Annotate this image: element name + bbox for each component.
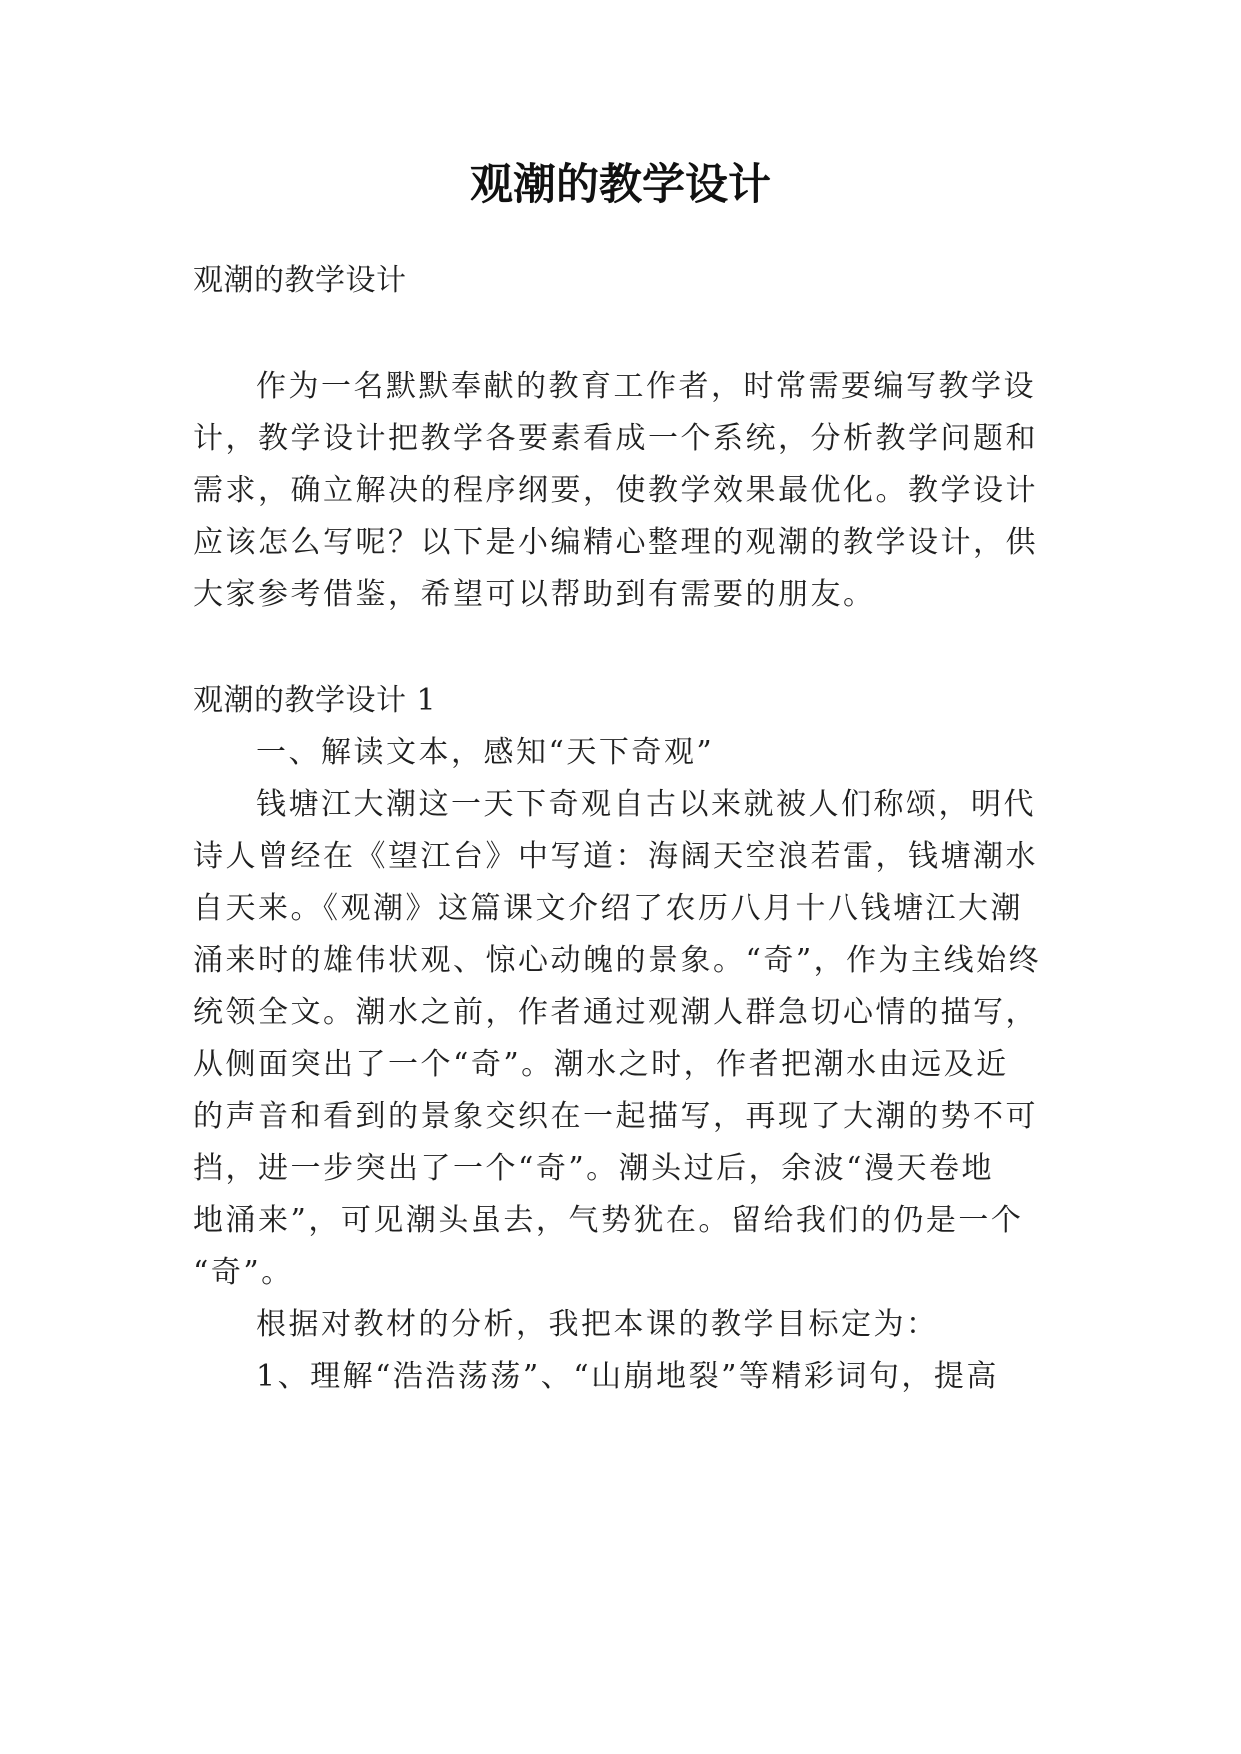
sub-heading: 一、解读文本，感知“天下奇观” [256, 735, 715, 770]
intro-line-4: 应该怎么写呢？以下是小编精心整理的观潮的教学设计，供 [193, 525, 1038, 560]
intro-line-3: 需求，确立解决的程序纲要，使教学效果最优化。教学设计 [193, 473, 1038, 508]
body-line-7: 的声音和看到的景象交织在一起描写，再现了大潮的势不可 [193, 1099, 1038, 1134]
body-line-10: “奇”。 [193, 1255, 294, 1290]
body-line-9: 地涌来”，可见潮头虽去，气势犹在。留给我们的仍是一个 [193, 1203, 1024, 1238]
goal-intro: 根据对教材的分析，我把本课的教学目标定为： [256, 1307, 939, 1342]
body-line-8: 挡，进一步突出了一个“奇”。潮头过后，余波“漫天卷地 [193, 1151, 995, 1186]
intro-line-5: 大家参考借鉴，希望可以帮助到有需要的朋友。 [193, 577, 876, 612]
body-line-1: 钱塘江大潮这一天下奇观自古以来就被人们称颂，明代 [256, 787, 1036, 822]
body-line-5: 统领全文。潮水之前，作者通过观潮人群急切心情的描写， [193, 995, 1038, 1030]
document-title: 观潮的教学设计 [470, 160, 771, 210]
body-line-6: 从侧面突出了一个“奇”。潮水之时，作者把潮水由远及近 [193, 1047, 1009, 1082]
body-line-3: 自天来。《观潮》这篇课文介绍了农历八月十八钱塘江大潮 [193, 891, 1023, 926]
intro-line-2: 计，教学设计把教学各要素看成一个系统，分析教学问题和 [193, 421, 1038, 456]
goal-item-1: 1、理解“浩浩荡荡”、“山崩地裂”等精彩词句，提高 [256, 1359, 999, 1394]
section-heading: 观潮的教学设计 1 [193, 683, 437, 718]
document-subtitle: 观潮的教学设计 [193, 263, 407, 298]
body-line-4: 涌来时的雄伟状观、惊心动魄的景象。“奇”，作为主线始终 [193, 943, 1042, 978]
body-line-2: 诗人曾经在《望江台》中写道：海阔天空浪若雷，钱塘潮水 [193, 839, 1038, 874]
intro-line-1: 作为一名默默奉献的教育工作者，时常需要编写教学设 [256, 369, 1036, 404]
